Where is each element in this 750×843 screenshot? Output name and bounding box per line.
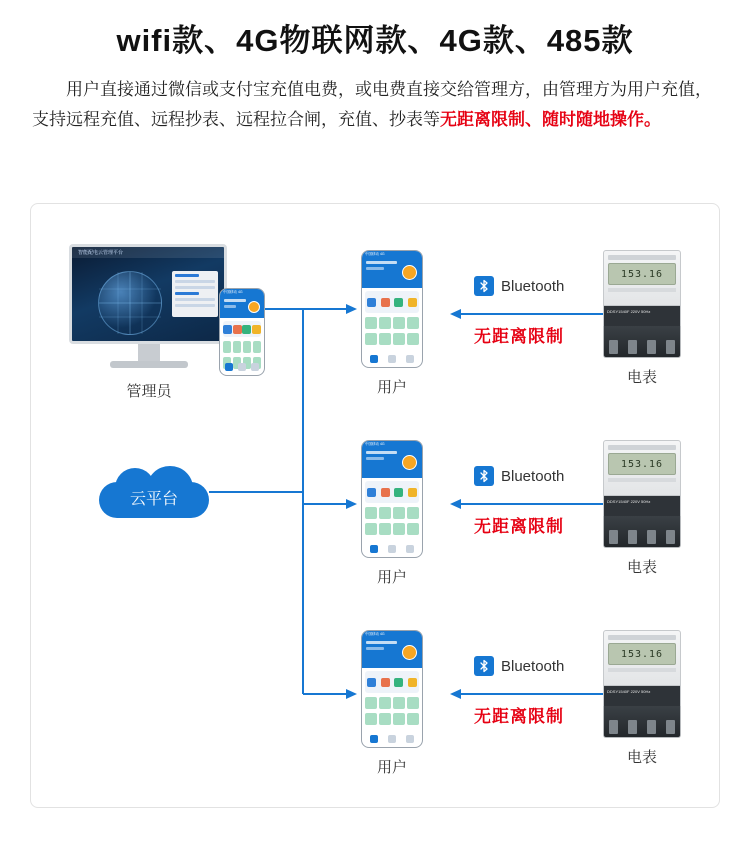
meter-node-3	[603, 630, 681, 767]
avatar	[402, 455, 417, 470]
meter-terminals	[603, 516, 681, 548]
bluetooth-icon	[474, 656, 494, 676]
user-node-1	[361, 250, 423, 397]
phone-status-bar: 中国移动 4G	[362, 631, 422, 638]
meter-face	[603, 250, 681, 306]
phone-status-bar: 中国移动 4G	[220, 289, 264, 296]
phone-tabbar	[223, 361, 261, 373]
avatar	[248, 301, 260, 313]
meter-model-2: DDSY1540F 220V 50Hz	[603, 496, 681, 516]
globe-graphic	[98, 271, 162, 335]
meter-reading-3: 153.16	[608, 643, 676, 665]
system-topology-diagram	[30, 203, 720, 808]
meter-model-1: DDSY1540F 220V 50Hz	[603, 306, 681, 326]
meter-node-2	[603, 440, 681, 577]
bluetooth-label-1: Bluetooth	[501, 277, 565, 295]
phone-tabbar	[365, 353, 419, 365]
monitor-base	[110, 361, 188, 368]
phone-header	[362, 638, 422, 668]
user-phone-1	[361, 250, 423, 368]
avatar	[402, 265, 417, 280]
bluetooth-label-3: Bluetooth	[501, 657, 565, 675]
cloud-label: 云平台	[129, 491, 178, 508]
meter-reading-1: 153.16	[608, 263, 676, 285]
admin-label: 管理员	[126, 383, 172, 400]
phone-icon-grid	[365, 697, 419, 725]
user-label-2: 用户	[376, 569, 407, 586]
user-phone-2	[361, 440, 423, 558]
meter-node-1	[603, 250, 681, 387]
meter-model-3: DDSY1540F 220V 50Hz	[603, 686, 681, 706]
desktop-monitor	[69, 244, 229, 368]
description-highlight: 无距离限制、随时随地操作。	[440, 109, 661, 129]
meter-reading-2: 153.16	[608, 453, 676, 475]
bluetooth-glyph	[479, 469, 489, 483]
avatar	[402, 645, 417, 660]
phone-header	[362, 448, 422, 478]
phone-icon-grid	[365, 507, 419, 535]
phone-tabbar	[365, 733, 419, 745]
no-limit-label-2: 无距离限制	[474, 517, 564, 536]
electric-meter-2	[603, 440, 681, 548]
bluetooth-badge-row-2	[474, 466, 564, 486]
meter-label-3: 电表	[626, 749, 657, 766]
meter-label-2: 电表	[626, 559, 657, 576]
no-limit-label-3: 无距离限制	[474, 707, 564, 726]
phone-quick-actions	[365, 291, 419, 313]
phone-header	[220, 296, 264, 318]
user-phone-3	[361, 630, 423, 748]
phone-quick-actions	[365, 481, 419, 503]
meter-terminals	[603, 706, 681, 738]
bluetooth-icon	[474, 466, 494, 486]
user-node-3	[361, 630, 423, 777]
no-limit-label-1: 无距离限制	[474, 327, 564, 346]
page-description	[30, 75, 720, 135]
phone-tabbar	[365, 543, 419, 555]
description-text: 用户直接通过微信或支付宝充值电费，或电费直接交给管理方，由管理方为用户充值，支持远程充值、远程抄表、远程拉合闸，充值、抄表等	[32, 79, 712, 129]
meter-face	[603, 440, 681, 496]
meter-terminals	[603, 326, 681, 358]
phone-status-bar: 中国移动 4G	[362, 251, 422, 258]
admin-phone	[219, 288, 265, 376]
bluetooth-label-2: Bluetooth	[501, 467, 565, 485]
bluetooth-badge-row-3	[474, 656, 564, 676]
bluetooth-badge-row-1	[474, 276, 564, 296]
phone-status-bar: 中国移动 4G	[362, 441, 422, 448]
bluetooth-glyph	[479, 659, 489, 673]
dashboard-panel	[172, 271, 218, 317]
bluetooth-icon	[474, 276, 494, 296]
cloud-platform-node	[99, 466, 209, 518]
user-node-2	[361, 440, 423, 587]
meter-face	[603, 630, 681, 686]
user-label-1: 用户	[376, 379, 407, 396]
page-title: wifi款、4G物联网款、4G款、485款	[116, 23, 634, 58]
electric-meter-1	[603, 250, 681, 358]
monitor-caption: 智能配电云管理平台	[72, 247, 224, 258]
admin-workstation	[69, 244, 259, 401]
bluetooth-glyph	[479, 279, 489, 293]
electric-meter-3	[603, 630, 681, 738]
page-header	[0, 0, 750, 134]
phone-quick-actions	[365, 671, 419, 693]
phone-icon-grid	[365, 317, 419, 345]
monitor-screen	[69, 244, 227, 344]
user-label-3: 用户	[376, 759, 407, 776]
monitor-stand	[138, 344, 160, 361]
meter-label-1: 电表	[626, 369, 657, 386]
phone-quick-actions	[223, 321, 261, 337]
phone-header	[362, 258, 422, 288]
